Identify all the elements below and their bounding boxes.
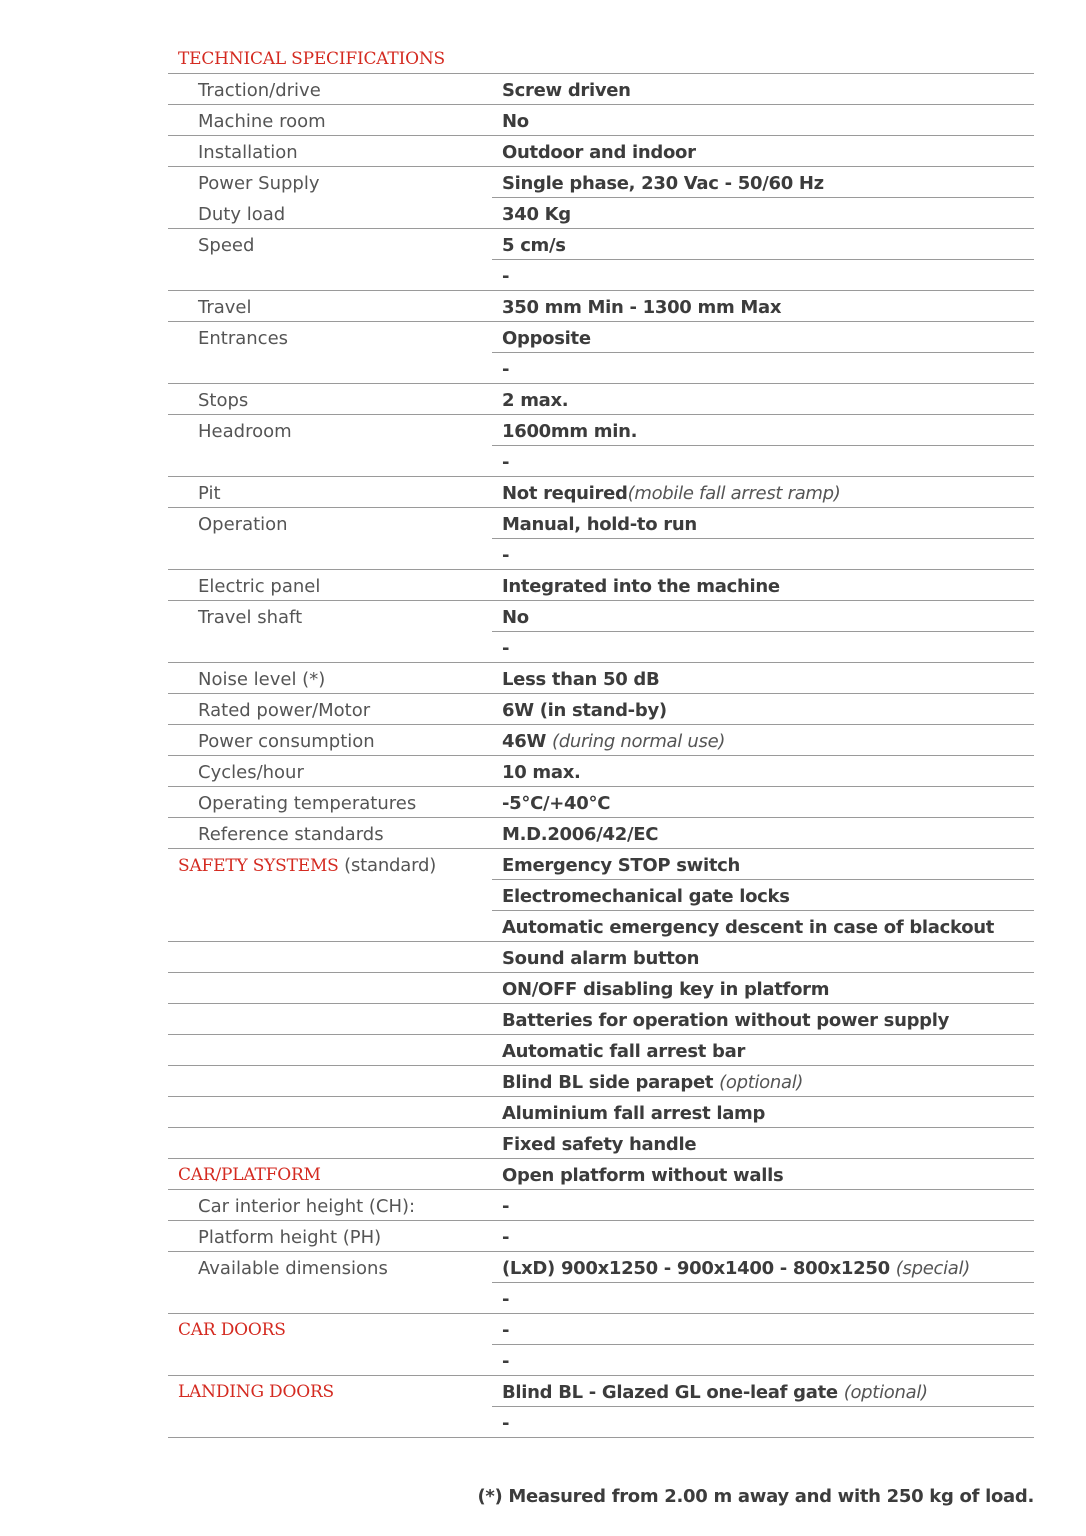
value-note: (mobile fall arrest ramp) [627, 483, 841, 504]
label-text: Car interior height (CH): [198, 1196, 416, 1217]
spec-value [502, 1382, 928, 1403]
spec-row [168, 632, 1034, 663]
label-text: Power consumption [198, 731, 375, 752]
spec-value [502, 638, 509, 659]
spec-row [168, 973, 1034, 1004]
spec-row [168, 384, 1034, 415]
label-text: Electric panel [198, 576, 321, 597]
value-text: - [502, 1413, 510, 1434]
spec-value [502, 545, 509, 566]
spec-value [502, 979, 829, 1000]
label-text: Travel shaft [198, 607, 303, 628]
spec-label [198, 1196, 415, 1217]
spec-label [198, 514, 288, 535]
value-text: - [502, 1351, 510, 1372]
spec-value [502, 1196, 509, 1217]
spec-value [502, 514, 697, 535]
spec-row [168, 539, 1034, 570]
value-text: Automatic emergency descent in case of blackout [502, 917, 995, 938]
spec-value [502, 359, 509, 380]
spec-label [198, 576, 320, 597]
spec-label [198, 762, 304, 783]
spec-value [502, 235, 566, 256]
spec-label [198, 669, 325, 690]
value-text: Emergency STOP switch [502, 855, 741, 876]
value-text: 6W (in stand-by) [502, 700, 667, 721]
label-text: Speed [198, 235, 255, 256]
value-text: Open platform without walls [502, 1165, 784, 1186]
spec-value [502, 886, 790, 907]
spec-label [198, 793, 416, 814]
spec-label [198, 731, 375, 752]
spec-label [198, 297, 252, 318]
spec-value [502, 1413, 509, 1434]
spec-row [168, 477, 1034, 508]
value-text: 2 max. [502, 390, 569, 411]
spec-label [198, 421, 292, 442]
spec-value [502, 948, 699, 969]
spec-value [502, 1258, 970, 1279]
spec-value [502, 1103, 765, 1124]
value-text: -5°C/+40°C [502, 793, 611, 814]
label-text: Duty load [198, 204, 286, 225]
label-text: Power Supply [198, 173, 320, 194]
value-text: 350 mm Min - 1300 mm Max [502, 297, 782, 318]
spec-row [168, 291, 1034, 322]
spec-row [168, 229, 1034, 260]
spec-value [502, 452, 509, 473]
value-text: No [502, 607, 529, 628]
spec-row [168, 260, 1034, 291]
spec-label [198, 80, 321, 101]
value-note: (special) [895, 1258, 970, 1279]
value-text: - [502, 1227, 510, 1248]
spec-value [502, 1165, 783, 1186]
value-text: Fixed safety handle [502, 1134, 697, 1155]
label-text: Installation [198, 142, 298, 163]
row-divider [168, 1437, 1034, 1438]
spec-value [502, 142, 696, 163]
spec-label [198, 824, 384, 845]
spec-row [168, 1252, 1034, 1283]
spec-row [168, 1004, 1034, 1035]
label-text: CAR/PLATFORM [178, 1165, 321, 1185]
spec-row [168, 880, 1034, 911]
spec-label [198, 111, 326, 132]
spec-row [168, 198, 1034, 229]
spec-row [168, 167, 1034, 198]
value-text: Automatic fall arrest bar [502, 1041, 746, 1062]
value-text: Blind BL side parapet [502, 1072, 720, 1093]
spec-label [198, 328, 288, 349]
spec-row [168, 1283, 1034, 1314]
section-heading [178, 1320, 286, 1340]
spec-value [502, 1041, 745, 1062]
label-text: Noise level (*) [198, 669, 326, 690]
value-text: Integrated into the machine [502, 576, 780, 597]
label-text: Reference standards [198, 824, 384, 845]
label-text: Operating temperatures [198, 793, 417, 814]
value-text: - [502, 1320, 510, 1341]
value-text: 340 Kg [502, 204, 571, 225]
spec-row [168, 1159, 1034, 1190]
label-text: SAFETY SYSTEMS [178, 856, 339, 876]
value-text: 10 max. [502, 762, 581, 783]
spec-row [168, 787, 1034, 818]
value-text: (LxD) 900x1250 - 900x1400 - 800x1250 [502, 1258, 896, 1279]
value-text: 1600mm min. [502, 421, 638, 442]
value-note: (during normal use) [551, 731, 726, 752]
spec-value [502, 80, 631, 101]
value-text: Screw driven [502, 80, 631, 101]
spec-value [502, 917, 994, 938]
value-text: M.D.2006/42/EC [502, 824, 659, 845]
spec-label [198, 1227, 381, 1248]
label-text: TECHNICAL SPECIFICATIONS [178, 49, 445, 69]
spec-row [168, 694, 1034, 725]
label-text: Operation [198, 514, 288, 535]
spec-value [502, 421, 637, 442]
spec-row [168, 911, 1034, 942]
spec-value [502, 297, 781, 318]
value-text: Batteries for operation without power supply [502, 1010, 950, 1031]
spec-value [502, 1320, 509, 1341]
label-text: Available dimensions [198, 1258, 388, 1279]
spec-label [198, 235, 254, 256]
spec-value [502, 824, 658, 845]
spec-label [198, 1258, 388, 1279]
spec-row [168, 74, 1034, 105]
spec-row [168, 570, 1034, 601]
label-text: Pit [198, 483, 221, 504]
spec-row [168, 415, 1034, 446]
value-note: (optional) [719, 1072, 804, 1093]
label-text: Headroom [198, 421, 292, 442]
spec-row [168, 1066, 1034, 1097]
label-text: LANDING DOORS [178, 1382, 334, 1402]
spec-value [502, 762, 581, 783]
value-text: 46W [502, 731, 552, 752]
value-text: - [502, 266, 510, 287]
label-text: Rated power/Motor [198, 700, 371, 721]
spec-row [168, 105, 1034, 136]
spec-value [502, 111, 529, 132]
spec-row [168, 756, 1034, 787]
spec-row [168, 1097, 1034, 1128]
label-note: (standard) [338, 855, 437, 876]
label-text: Entrances [198, 328, 289, 349]
label-text: Cycles/hour [198, 762, 304, 783]
footnote: (*) Measured from 2.00 m away and with 250 kg of load. [477, 1486, 1034, 1507]
value-text: Electromechanical gate locks [502, 886, 790, 907]
spec-row [168, 1190, 1034, 1221]
value-text: - [502, 359, 510, 380]
label-text: Travel [198, 297, 252, 318]
spec-value [502, 390, 568, 411]
value-text: - [502, 1196, 510, 1217]
value-text: Aluminium fall arrest lamp [502, 1103, 766, 1124]
spec-row [168, 849, 1034, 880]
spec-label [198, 483, 221, 504]
spec-row [168, 818, 1034, 849]
spec-value [502, 731, 725, 752]
label-text: Platform height (PH) [198, 1227, 382, 1248]
section-heading [178, 855, 436, 876]
section-heading [178, 1165, 321, 1185]
spec-row [168, 663, 1034, 694]
spec-label [198, 142, 298, 163]
value-text: Single phase, 230 Vac - 50/60 Hz [502, 173, 824, 194]
value-text: Not required [502, 483, 628, 504]
spec-row [168, 136, 1034, 167]
value-text: 5 cm/s [502, 235, 566, 256]
spec-row [168, 1128, 1034, 1159]
spec-value [502, 669, 659, 690]
spec-row [168, 43, 1034, 74]
spec-label [198, 204, 285, 225]
spec-label [198, 700, 370, 721]
spec-row [168, 725, 1034, 756]
spec-row [168, 322, 1034, 353]
spec-row [168, 353, 1034, 384]
spec-value [502, 328, 591, 349]
value-text: Opposite [502, 328, 591, 349]
spec-row [168, 1035, 1034, 1066]
value-text: - [502, 1289, 510, 1310]
spec-value [502, 576, 780, 597]
value-text: Outdoor and indoor [502, 142, 696, 163]
spec-value [502, 607, 529, 628]
value-text: No [502, 111, 529, 132]
spec-value [502, 1351, 509, 1372]
label-text: Machine room [198, 111, 326, 132]
value-text: Manual, hold-to run [502, 514, 697, 535]
spec-row [168, 1314, 1034, 1345]
spec-row [168, 601, 1034, 632]
spec-value [502, 1289, 509, 1310]
spec-value [502, 204, 571, 225]
value-text: ON/OFF disabling key in platform [502, 979, 830, 1000]
value-text: - [502, 638, 510, 659]
spec-label [198, 607, 302, 628]
spec-value [502, 1072, 803, 1093]
value-text: Less than 50 dB [502, 669, 660, 690]
section-heading [178, 49, 445, 69]
spec-row [168, 1345, 1034, 1376]
spec-value [502, 1010, 949, 1031]
spec-row [168, 1376, 1034, 1407]
spec-value [502, 173, 824, 194]
value-text: Blind BL - Glazed GL one-leaf gate [502, 1382, 844, 1403]
label-text: CAR DOORS [178, 1320, 286, 1340]
spec-row [168, 446, 1034, 477]
spec-value [502, 1227, 509, 1248]
spec-value [502, 266, 509, 287]
spec-value [502, 855, 740, 876]
spec-value [502, 700, 667, 721]
section-heading [178, 1382, 334, 1402]
spec-label [198, 173, 319, 194]
label-text: Stops [198, 390, 249, 411]
spec-value [502, 793, 610, 814]
value-note: (optional) [843, 1382, 928, 1403]
spec-value [502, 1134, 696, 1155]
spec-row [168, 1221, 1034, 1252]
spec-value [502, 483, 841, 504]
spec-row [168, 942, 1034, 973]
spec-row [168, 1407, 1034, 1438]
value-text: - [502, 452, 510, 473]
value-text: - [502, 545, 510, 566]
value-text: Sound alarm button [502, 948, 700, 969]
spec-label [198, 390, 248, 411]
label-text: Traction/drive [198, 80, 321, 101]
spec-row [168, 508, 1034, 539]
